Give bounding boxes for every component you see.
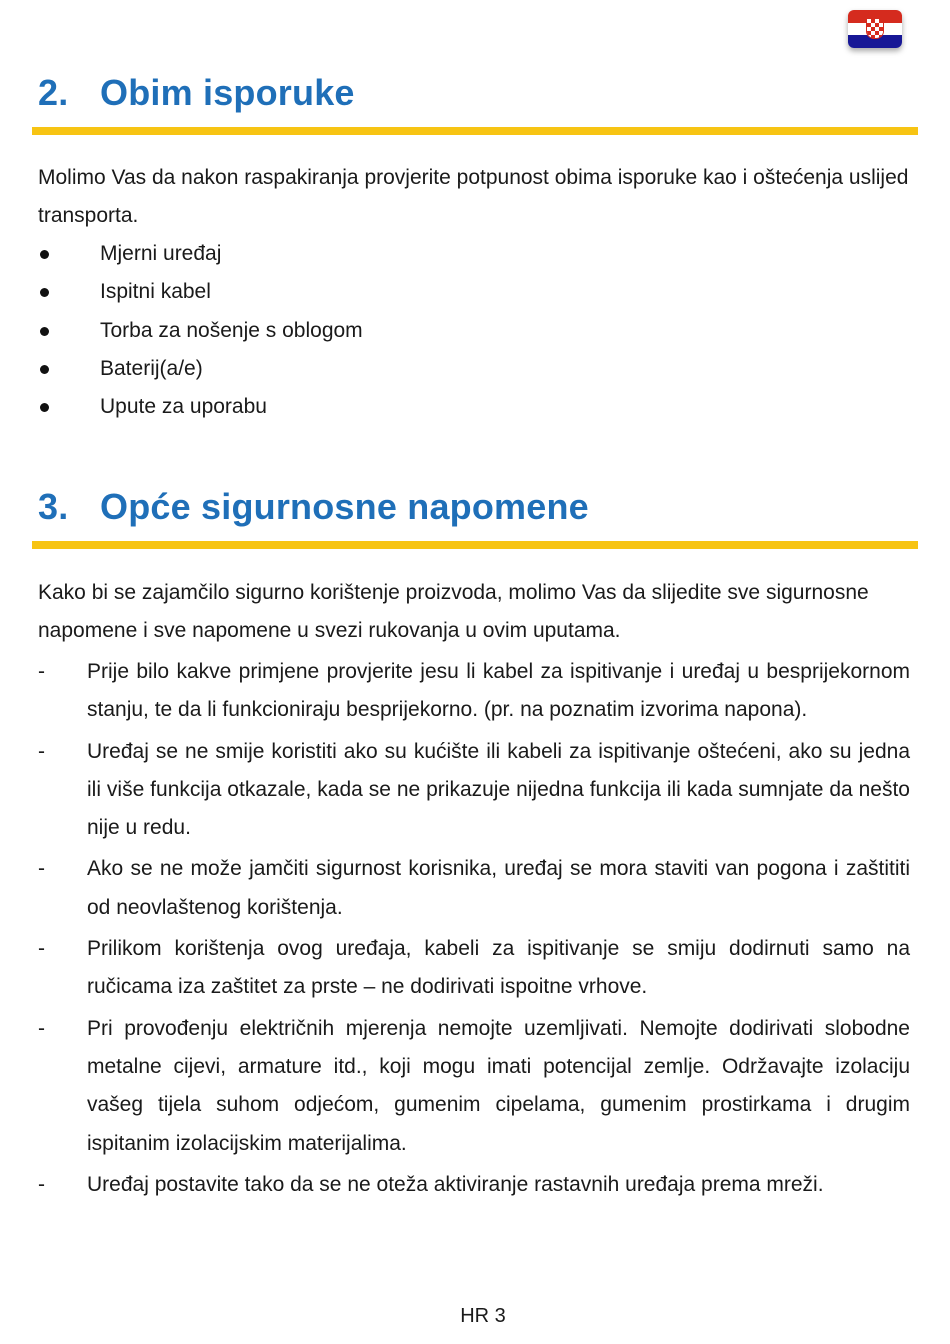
section-2-rule [32,127,918,135]
bullet-icon [40,365,49,374]
section-2-number: 2. [38,72,69,113]
croatian-flag-icon [848,10,902,48]
section-3-intro: Kako bi se zajamčilo sigurno korištenje proizvoda, molimo Vas da slijedite sve sigurnosne napomene i sve napomene u svezi rukovanja u ovim uputama. [38,581,869,642]
section-2-title: Obim isporuke [100,72,355,113]
safety-list [38,653,910,1207]
page-number: HR 3 [460,1305,506,1327]
list-item: Torba za nošenje s oblogom [38,312,363,350]
list-item: - Uređaj se ne smije koristiti ako su kućište ili kabeli za ispitivanje oštećeni, ako su jedna ili više funkcija otkazale, kada se ne prikazuje nijedna funkcija ili kada sumnjate da nešto nije u redu. [38,739,910,840]
bullet-icon [40,403,49,412]
bullet-icon [40,250,49,259]
list-item: Upute za uporabu [38,388,363,426]
list-item: - Ako se ne može jamčiti sigurnost korisnika, uređaj se mora staviti van pogona i zaštititi od neovlaštenog korištenja. [38,857,910,919]
list-item: Ispitni kabel [38,273,363,311]
bullet-icon [40,327,49,336]
section-2-intro: Molimo Vas da nakon raspakiranja provjerite potpunost obima isporuke kao i oštećenja uslijed transporta. [38,166,909,227]
list-item: Baterij(a/e) [38,350,363,388]
section-2-heading [38,72,355,114]
list-item: Mjerni uređaj [38,235,363,273]
section-3-rule [32,541,918,549]
list-item: - Uređaj postavite tako da se ne oteža aktiviranje rastavnih uređaja prema mreži. [38,1172,824,1196]
section-3-heading [38,486,589,528]
delivery-list [38,235,363,426]
list-item: - Prilikom korištenja ovog uređaja, kabeli za ispitivanje se smiju dodirnuti samo na ručicama iza zaštitet za prste – ne dodirivati ispoitne vrhove. [38,937,910,999]
bullet-icon [40,288,49,297]
list-item: - Prije bilo kakve primjene provjerite jesu li kabel za ispitivanje i uređaj u besprijekornom stanju, te da li funkcioniraju besprijekorno. (pr. na poznatim izvorima napona). [38,660,910,722]
list-item: - Pri provođenju električnih mjerenja nemojte uzemljivati. Nemojte dodirivati slobodne metalne cijevi, armature itd., koji mogu imati potencijal zemlje. Održavajte izolaciju vašeg tijela suhom odjećom, gumenim cipelama, gumenim prostirkama i drugim ispitanim izolacijskim materijalima. [38,1016,910,1155]
section-3-title: Opće sigurnosne napomene [100,486,589,527]
section-3-number: 3. [38,486,69,527]
